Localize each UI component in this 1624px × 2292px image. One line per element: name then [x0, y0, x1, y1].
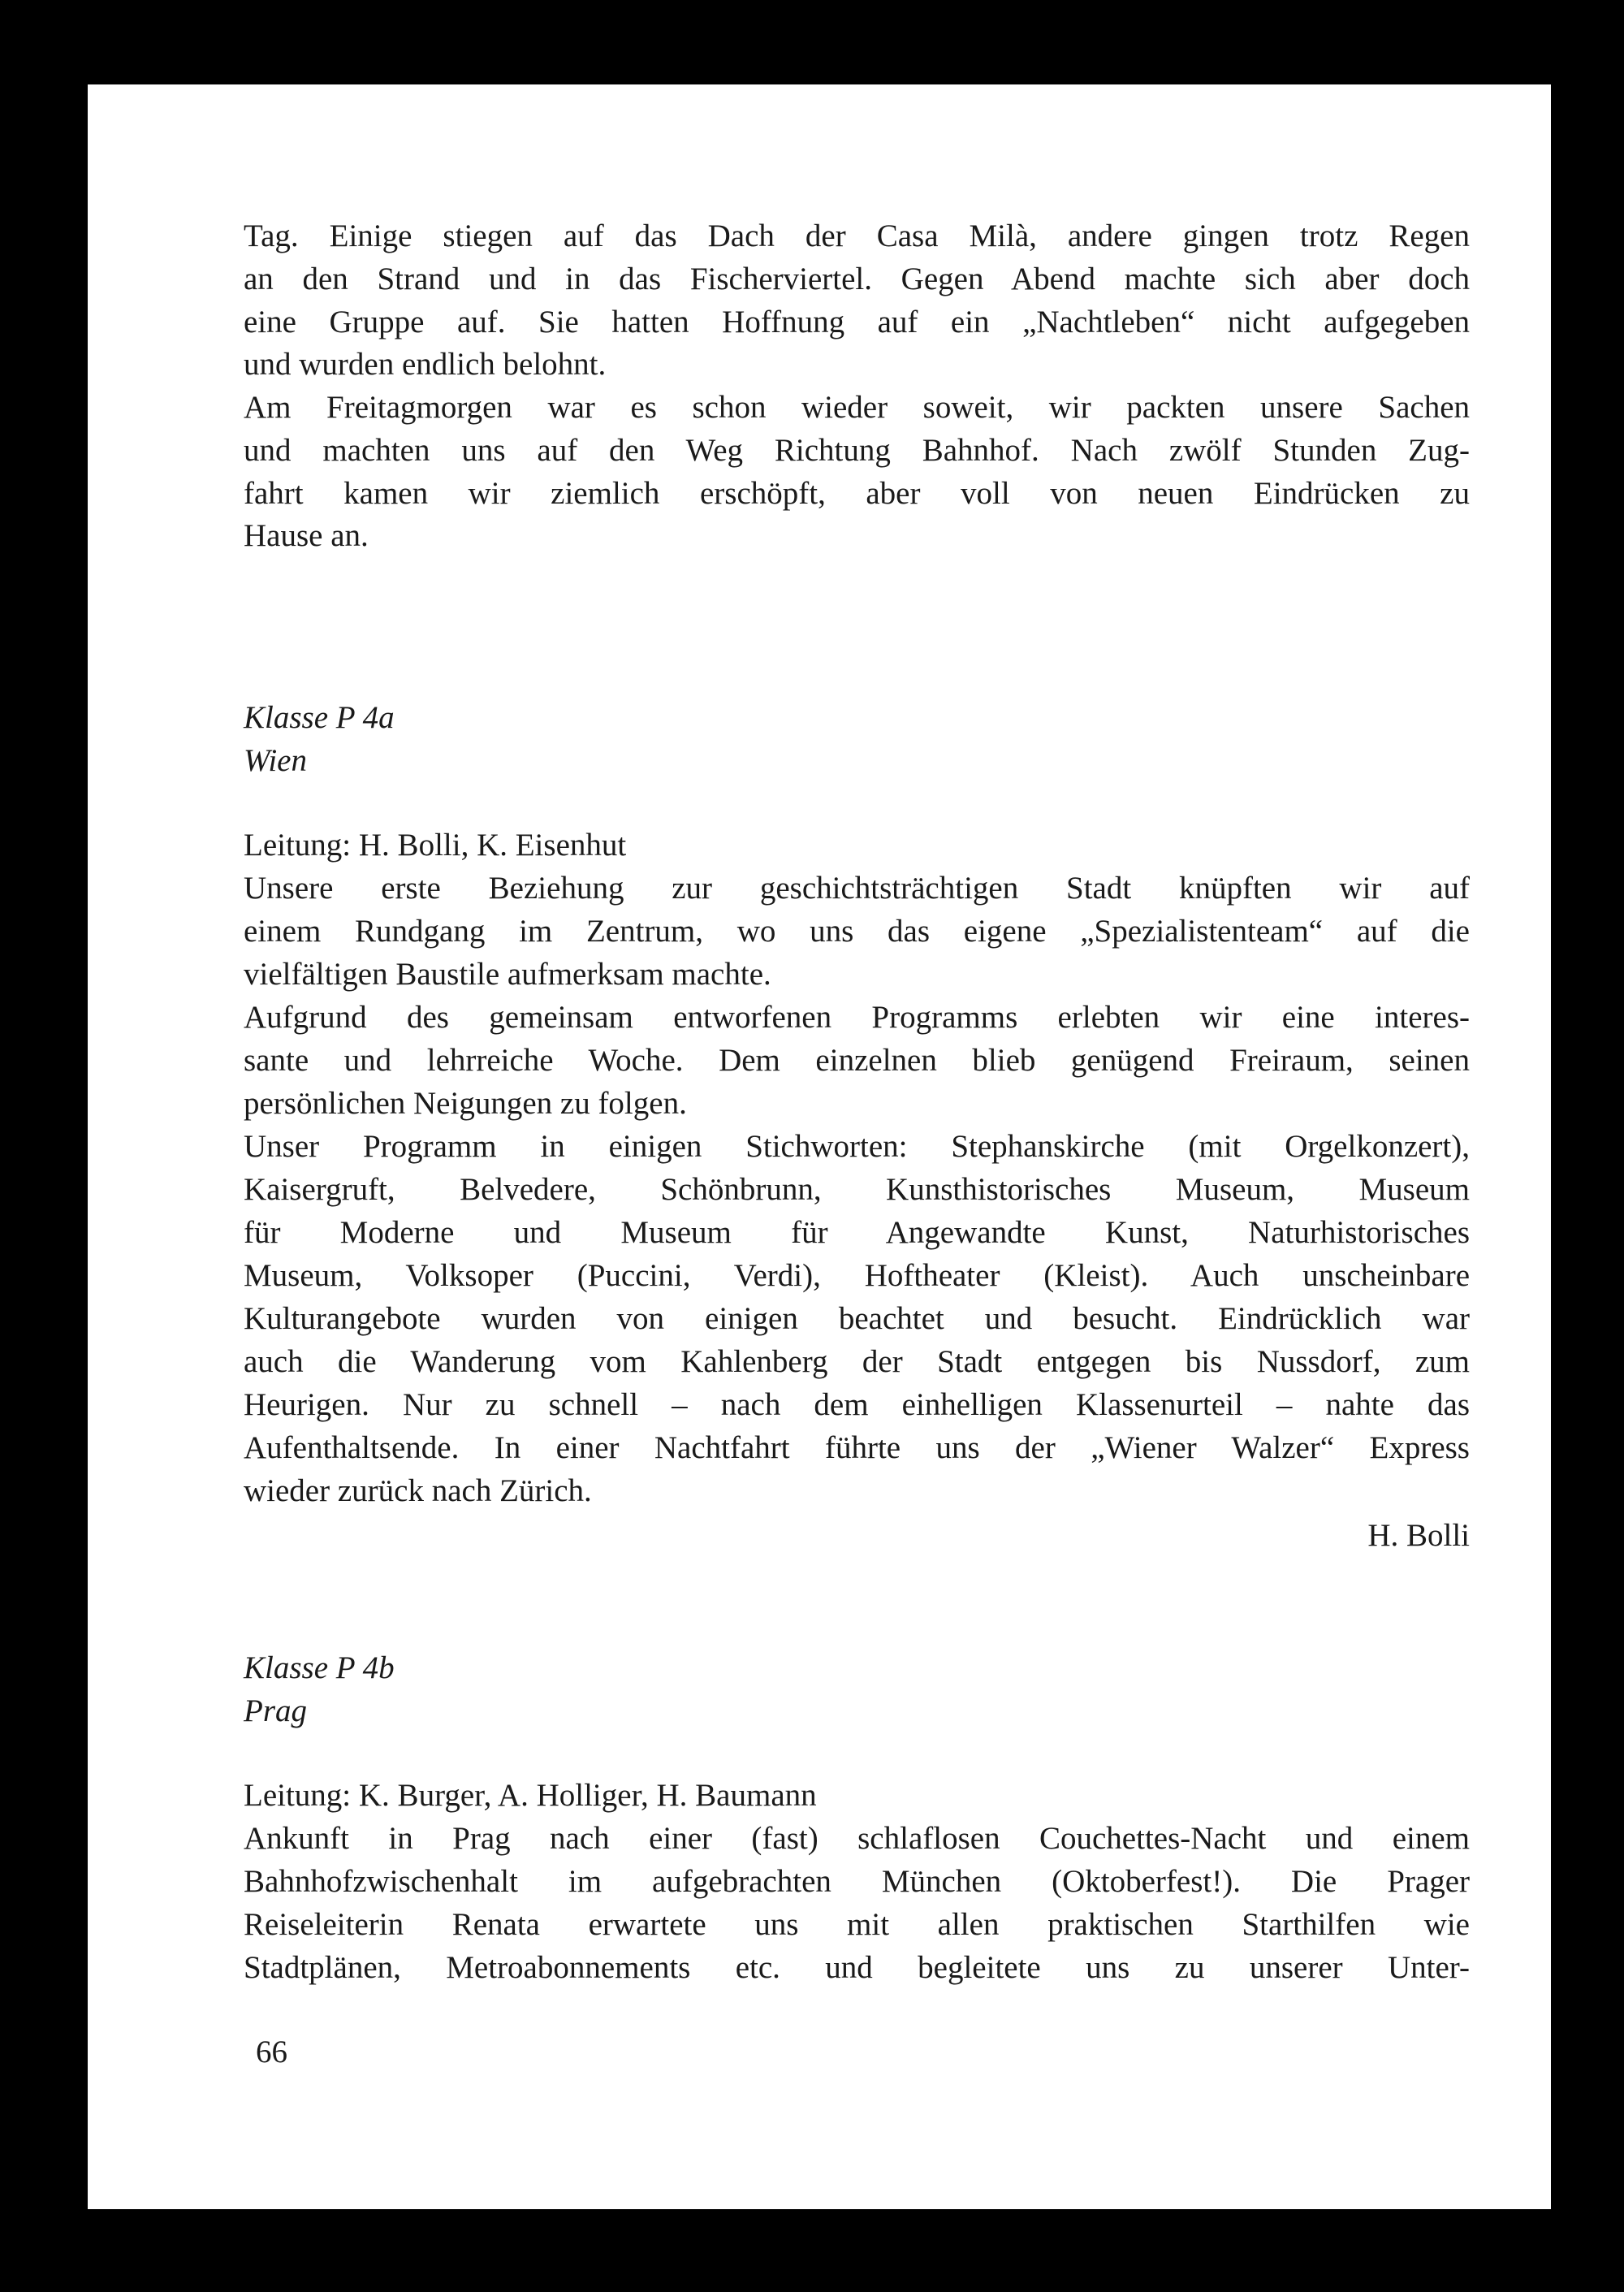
- text-line: eine Gruppe auf. Sie hatten Hoffnung auf ein „Nachtleben“ nicht aufgegeben: [244, 305, 1470, 339]
- section-heading-city: Prag: [244, 1693, 307, 1728]
- text-line: und machten uns auf den Weg Richtung Bahnhof. Nach zwölf Stunden Zug-: [244, 433, 1470, 468]
- text-line: und wurden endlich belohnt.: [244, 347, 607, 382]
- text-line: Kaisergruft, Belvedere, Schönbrunn, Kunsthistorisches Museum, Museum: [244, 1172, 1470, 1207]
- text-line: Aufenthaltsende. In einer Nachtfahrt führte uns der „Wiener Walzer“ Express: [244, 1430, 1470, 1465]
- text-line: fahrt kamen wir ziemlich erschöpft, aber voll von neuen Eindrücken zu: [244, 476, 1470, 511]
- text-line: einem Rundgang im Zentrum, wo uns das eigene „Spezialistenteam“ auf die: [244, 914, 1470, 949]
- text-line: Museum, Volksoper (Puccini, Verdi), Hoftheater (Kleist). Auch unscheinbare: [244, 1258, 1470, 1293]
- text-line: auch die Wanderung vom Kahlenberg der Stadt entgegen bis Nussdorf, zum: [244, 1344, 1470, 1379]
- leitung-line: Leitung: H. Bolli, K. Eisenhut: [244, 828, 627, 863]
- section-heading-class: Klasse P 4a: [244, 700, 395, 735]
- text-line: sante und lehrreiche Woche. Dem einzelnen blieb genügend Freiraum, seinen: [244, 1043, 1470, 1078]
- text-line: vielfältigen Baustile aufmerksam machte.: [244, 957, 771, 992]
- text-line: Stadtplänen, Metroabonnements etc. und begleitete uns zu unserer Unter-: [244, 1950, 1470, 1985]
- page-number: 66: [256, 2035, 287, 2069]
- text-line: Kulturangebote wurden von einigen beachtet und besucht. Eindrücklich war: [244, 1301, 1470, 1336]
- text-line: Unsere erste Beziehung zur geschichtsträchtigen Stadt knüpften wir auf: [244, 871, 1470, 906]
- section-heading-city: Wien: [244, 743, 307, 778]
- text-line: Ankunft in Prag nach einer (fast) schlaflosen Couchettes-Nacht und einem: [244, 1821, 1470, 1856]
- text-line: Am Freitagmorgen war es schon wieder soweit, wir packten unsere Sachen: [244, 390, 1470, 425]
- text-line: an den Strand und in das Fischerviertel. Gegen Abend machte sich aber doch: [244, 262, 1470, 296]
- text-line: Aufgrund des gemeinsam entworfenen Programms erlebten wir eine interes-: [244, 1000, 1470, 1035]
- document-page: [88, 84, 1551, 2209]
- leitung-line: Leitung: K. Burger, A. Holliger, H. Baumann: [244, 1778, 817, 1813]
- text-line: Tag. Einige stiegen auf das Dach der Casa Milà, andere gingen trotz Regen: [244, 218, 1470, 253]
- text-line: Hause an.: [244, 518, 369, 553]
- text-line: Bahnhofzwischenhalt im aufgebrachten München (Oktoberfest!). Die Prager: [244, 1864, 1470, 1899]
- section-heading-class: Klasse P 4b: [244, 1650, 395, 1685]
- text-line: Heurigen. Nur zu schnell – nach dem einhelligen Klassenurteil – nahte das: [244, 1387, 1470, 1422]
- text-line: Unser Programm in einigen Stichworten: Stephanskirche (mit Orgelkonzert),: [244, 1129, 1470, 1164]
- text-line: Reiseleiterin Renata erwartete uns mit allen praktischen Starthilfen wie: [244, 1907, 1470, 1942]
- text-line: wieder zurück nach Zürich.: [244, 1473, 592, 1508]
- author-signature: H. Bolli: [1367, 1518, 1470, 1553]
- text-line: für Moderne und Museum für Angewandte Kunst, Naturhistorisches: [244, 1215, 1470, 1250]
- text-line: persönlichen Neigungen zu folgen.: [244, 1086, 687, 1121]
